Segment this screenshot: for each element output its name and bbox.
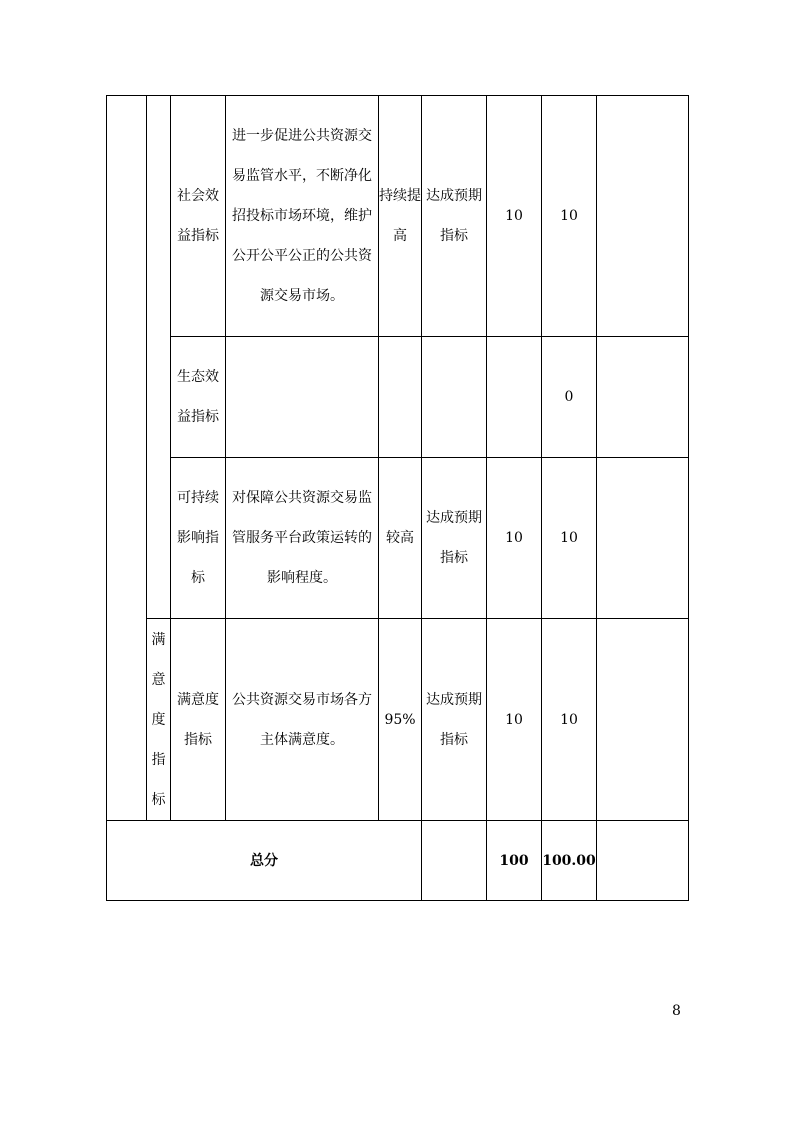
table-row-ecological <box>107 337 689 458</box>
indicator-score: 10 <box>542 619 597 821</box>
indicator-label: 满意度指标 <box>171 619 226 821</box>
level2-category-cell: 满意度指标 <box>147 619 171 821</box>
indicator-weight: 10 <box>487 619 542 821</box>
indicator-label: 生态效益指标 <box>171 337 226 458</box>
total-score: 100.00 <box>542 821 597 901</box>
indicator-label: 可持续影响指标 <box>171 458 226 619</box>
table-row-satisfaction <box>107 619 689 821</box>
indicator-content: 进一步促进公共资源交易监管水平，不断净化招投标市场环境，维护公开公平公正的公共资源交易市场。 <box>226 96 379 337</box>
page-number: 8 <box>672 1003 681 1019</box>
indicator-standard: 达成预期指标 <box>422 458 487 619</box>
indicator-remark <box>597 337 689 458</box>
indicator-remark <box>597 96 689 337</box>
indicator-standard <box>422 337 487 458</box>
level2-category-cell <box>147 96 171 619</box>
total-label: 总分 <box>107 821 422 901</box>
indicator-score: 10 <box>542 96 597 337</box>
indicator-weight: 10 <box>487 96 542 337</box>
table-row-sustainable <box>107 458 689 619</box>
indicator-content: 公共资源交易市场各方主体满意度。 <box>226 619 379 821</box>
table-row-total <box>107 821 689 901</box>
total-remark <box>597 821 689 901</box>
indicator-value: 较高 <box>379 458 422 619</box>
indicator-score: 10 <box>542 458 597 619</box>
indicator-value <box>379 337 422 458</box>
indicator-standard: 达成预期指标 <box>422 619 487 821</box>
indicator-remark <box>597 619 689 821</box>
indicator-content: 对保障公共资源交易监管服务平台政策运转的影响程度。 <box>226 458 379 619</box>
level1-category-cell <box>107 96 147 821</box>
total-weight: 100 <box>487 821 542 901</box>
indicator-value: 持续提高 <box>379 96 422 337</box>
table-row-social <box>107 96 689 337</box>
total-standard <box>422 821 487 901</box>
indicator-weight: 10 <box>487 458 542 619</box>
performance-table <box>106 95 689 901</box>
indicator-value: 95% <box>379 619 422 821</box>
indicator-content <box>226 337 379 458</box>
indicator-score: 0 <box>542 337 597 458</box>
indicator-remark <box>597 458 689 619</box>
indicator-label: 社会效益指标 <box>171 96 226 337</box>
indicator-standard: 达成预期指标 <box>422 96 487 337</box>
indicator-weight <box>487 337 542 458</box>
